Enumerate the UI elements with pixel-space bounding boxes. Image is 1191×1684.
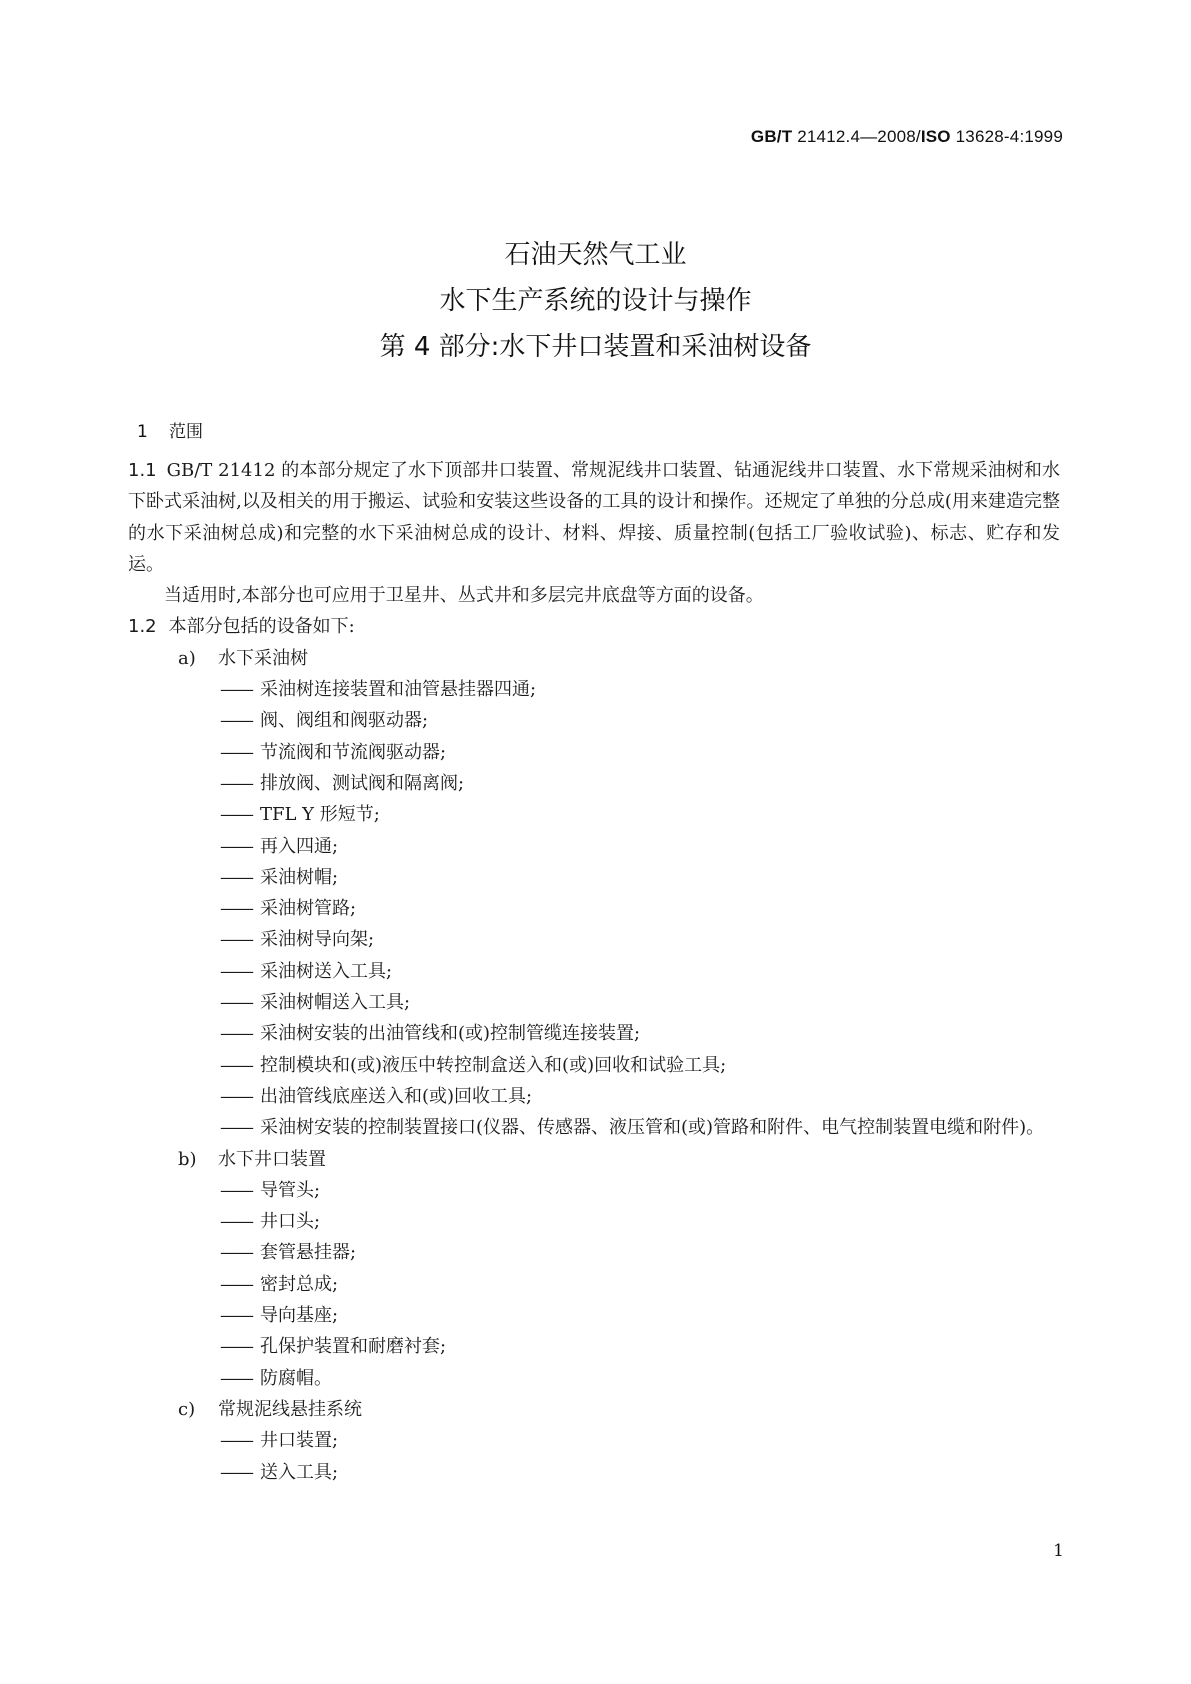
list-item-text: 井口装置; bbox=[260, 1430, 339, 1452]
list-item bbox=[220, 705, 1060, 736]
list-item-text: 再入四通; bbox=[260, 835, 339, 857]
list-item-text: 采油树帽; bbox=[260, 866, 339, 888]
dash-marker: —— bbox=[220, 1179, 252, 1201]
page-number: 1 bbox=[1053, 1541, 1064, 1561]
dash-marker: —— bbox=[220, 679, 252, 701]
group-c-heading bbox=[128, 1394, 1060, 1425]
list-item bbox=[220, 1081, 1060, 1112]
list-item bbox=[220, 1425, 1060, 1456]
group-title: 水下井口装置 bbox=[218, 1148, 326, 1170]
list-item-text: 导向基座; bbox=[260, 1305, 339, 1327]
list-item-text: 井口头; bbox=[260, 1211, 321, 1233]
dash-marker: —— bbox=[220, 1085, 252, 1107]
clause-1-2 bbox=[128, 611, 1060, 642]
dash-marker: —— bbox=[220, 710, 252, 732]
list-item-text: 采油树连接装置和油管悬挂器四通; bbox=[260, 679, 537, 701]
section-title: 范围 bbox=[169, 422, 203, 442]
dash-marker: —— bbox=[220, 960, 252, 982]
list-item bbox=[220, 737, 1060, 768]
dash-marker: —— bbox=[220, 1273, 252, 1295]
list-item-text: 孔保护装置和耐磨衬套; bbox=[260, 1336, 447, 1358]
list-item bbox=[220, 1300, 1060, 1331]
dash-marker: —— bbox=[220, 1023, 252, 1045]
clause-number: 1.1 bbox=[128, 460, 157, 481]
list-item bbox=[220, 831, 1060, 862]
group-a-list bbox=[128, 674, 1060, 1143]
list-item bbox=[220, 862, 1060, 893]
title-line-3: 第 4 部分:水下井口装置和采油树设备 bbox=[379, 332, 812, 362]
dash-marker: —— bbox=[220, 1430, 252, 1452]
clause-1-1 bbox=[128, 455, 1060, 580]
list-item bbox=[220, 1175, 1060, 1206]
section-number: 1 bbox=[137, 422, 148, 442]
dash-marker: —— bbox=[220, 992, 252, 1014]
list-item bbox=[220, 1206, 1060, 1237]
list-item bbox=[220, 1457, 1060, 1488]
list-item bbox=[220, 768, 1060, 799]
list-item bbox=[220, 1237, 1060, 1268]
dash-marker: —— bbox=[220, 866, 252, 888]
title-line-1: 石油天然气工业 bbox=[504, 240, 687, 270]
list-item bbox=[220, 1363, 1060, 1394]
dash-marker: —— bbox=[220, 1336, 252, 1358]
list-item-text: 采油树帽送入工具; bbox=[260, 992, 411, 1014]
list-item-text: 排放阀、测试阀和隔离阀; bbox=[260, 772, 465, 794]
list-item bbox=[220, 1112, 1060, 1143]
list-item-text: 出油管线底座送入和(或)回收工具; bbox=[260, 1085, 533, 1107]
group-c-list bbox=[128, 1425, 1060, 1488]
dash-marker: —— bbox=[220, 1305, 252, 1327]
group-b-list bbox=[128, 1175, 1060, 1394]
list-item-text: 控制模块和(或)液压中转控制盒送入和(或)回收和试验工具; bbox=[260, 1054, 727, 1076]
list-item bbox=[220, 1050, 1060, 1081]
dash-marker: —— bbox=[220, 1054, 252, 1076]
standard-code-iso: ISO bbox=[920, 127, 951, 146]
standard-code-suffix: 13628-4:1999 bbox=[950, 127, 1063, 146]
list-item-text: 采油树送入工具; bbox=[260, 960, 393, 982]
title-line-2: 水下生产系统的设计与操作 bbox=[439, 286, 752, 316]
list-item-text: 采油树安装的控制装置接口(仪器、传感器、液压管和(或)管路和附件、电气控制装置电缆和附件)。 bbox=[260, 1117, 1045, 1139]
dash-marker: —— bbox=[220, 835, 252, 857]
list-item bbox=[220, 924, 1060, 955]
list-item bbox=[220, 799, 1060, 830]
list-item-text: 采油树导向架; bbox=[260, 929, 375, 951]
dash-marker: —— bbox=[220, 772, 252, 794]
group-letter: c) bbox=[178, 1398, 196, 1420]
group-title: 水下采油树 bbox=[218, 647, 308, 669]
document-title bbox=[0, 232, 1191, 370]
list-item bbox=[220, 956, 1060, 987]
list-item-text: 防腐帽。 bbox=[260, 1367, 332, 1389]
list-item bbox=[220, 1269, 1060, 1300]
dash-marker: —— bbox=[220, 1461, 252, 1483]
group-a-heading bbox=[128, 643, 1060, 674]
dash-marker: —— bbox=[220, 898, 252, 920]
list-item bbox=[220, 1331, 1060, 1362]
clause-text: 本部分包括的设备如下: bbox=[168, 616, 355, 638]
list-item-text: 送入工具; bbox=[260, 1461, 339, 1483]
list-item-text: 采油树安装的出油管线和(或)控制管缆连接装置; bbox=[260, 1023, 641, 1045]
clause-number: 1.2 bbox=[128, 616, 157, 638]
group-letter: b) bbox=[178, 1148, 197, 1170]
dash-marker: —— bbox=[220, 1211, 252, 1233]
group-title: 常规泥线悬挂系统 bbox=[218, 1398, 362, 1420]
standard-code bbox=[751, 127, 1063, 147]
clause-text: GB/T 21412 的本部分规定了水下顶部井口装置、常规泥线井口装置、钻通泥线井口装置、水下常规采油树和水下卧式采油树,以及相关的用于搬运、试验和安装这些设备的工具的设计和操作。还规定了单独的分总成(用来建造完整的水下采油树总成)和完整的水下采油树总成的设计、材料、焊接、质量控制(包括工厂验收试验)、标志、贮存和发运。 bbox=[128, 460, 1060, 575]
list-item-text: 阀、阀组和阀驱动器; bbox=[260, 710, 429, 732]
document-body bbox=[128, 455, 1060, 1488]
list-item-text: 采油树管路; bbox=[260, 898, 357, 920]
section-heading bbox=[137, 417, 203, 442]
group-b-heading bbox=[128, 1144, 1060, 1175]
list-item bbox=[220, 1018, 1060, 1049]
list-item-text: TFL Y 形短节; bbox=[260, 804, 380, 826]
group-letter: a) bbox=[178, 647, 196, 669]
list-item-text: 密封总成; bbox=[260, 1273, 339, 1295]
dash-marker: —— bbox=[220, 1367, 252, 1389]
standard-code-mid: 21412.4—2008/ bbox=[792, 127, 921, 146]
list-item bbox=[220, 987, 1060, 1018]
list-item-text: 节流阀和节流阀驱动器; bbox=[260, 741, 447, 763]
list-item bbox=[220, 893, 1060, 924]
dash-marker: —— bbox=[220, 1117, 252, 1139]
standard-code-prefix: GB/T bbox=[750, 127, 793, 146]
dash-marker: —— bbox=[220, 804, 252, 826]
list-item-text: 导管头; bbox=[260, 1179, 321, 1201]
dash-marker: —— bbox=[220, 929, 252, 951]
dash-marker: —— bbox=[220, 741, 252, 763]
dash-marker: —— bbox=[220, 1242, 252, 1264]
list-item bbox=[220, 674, 1060, 705]
clause-1-1-note: 当适用时,本部分也可应用于卫星井、丛式井和多层完井底盘等方面的设备。 bbox=[164, 585, 764, 607]
list-item-text: 套管悬挂器; bbox=[260, 1242, 357, 1264]
